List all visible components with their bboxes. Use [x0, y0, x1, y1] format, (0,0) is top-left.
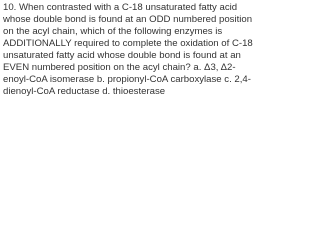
question-text: 10. When contrasted with a C-18 unsaturated fatty acid whose double bond is found at an ODD numbered position on the acyl chain, which of the following enzymes is ADDITIONALLY required to complete the oxidation of C-18 unsaturated fatty acid whose double bond is found at an EVEN numbered position on the acyl chain? a. Δ3, Δ2-enoyl-CoA isomerase b. propionyl-CoA carboxylase c. 2,4-dienoyl-CoA reductase d. thioesterase — [3, 2, 253, 97]
